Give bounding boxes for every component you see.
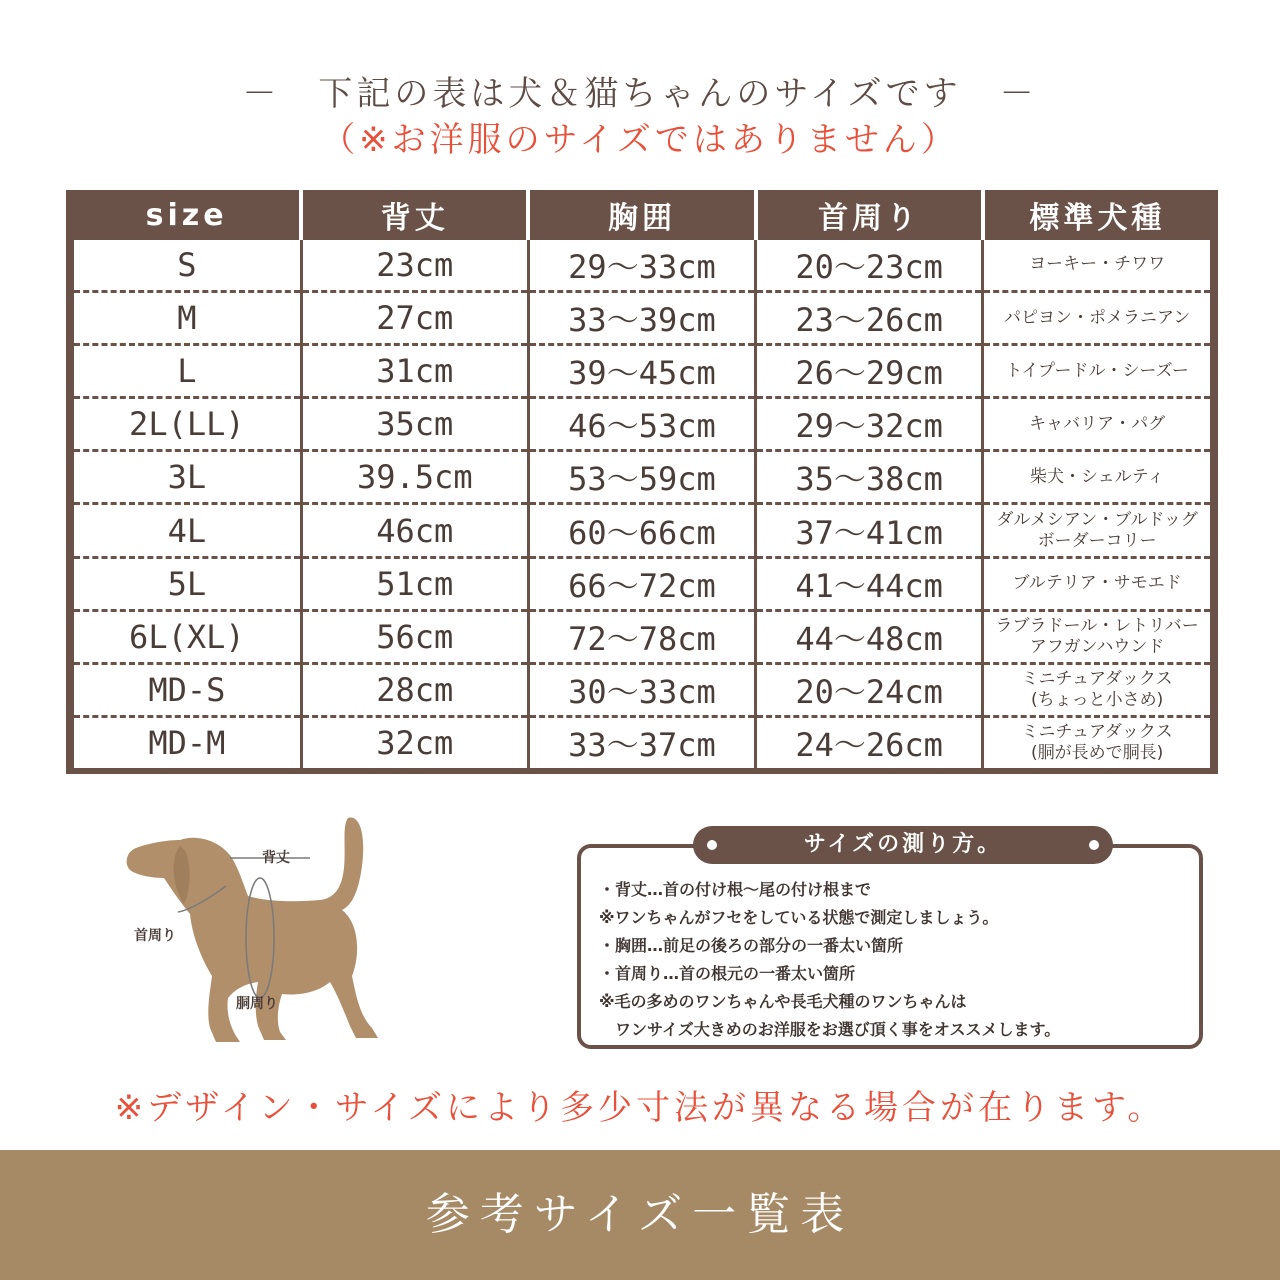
breed-cell: ダルメシアン・ブルドッグ ボーダーコリー	[983, 504, 1210, 557]
column-header-neck: 首周り	[756, 190, 983, 240]
size-cell: 3L	[74, 451, 301, 504]
chest-cell: 33～37cm	[528, 716, 755, 768]
breed-cell: ミニチュアダックス (ちょっと小さめ)	[983, 663, 1210, 716]
measure-guide-line: ・背丈…首の付け根～尾の付け根まで	[599, 880, 872, 899]
footer-banner	[0, 1150, 1280, 1280]
length-cell: 56cm	[301, 610, 528, 663]
measure-guide-box	[577, 844, 1203, 1049]
size-cell: M	[74, 291, 301, 344]
neck-cell: 44～48cm	[756, 610, 983, 663]
dog-label-chest: 胴周り	[236, 996, 278, 1012]
neck-cell: 37～41cm	[756, 504, 983, 557]
size-cell: 4L	[74, 504, 301, 557]
header-line-2: （※お洋服のサイズではありません）	[321, 120, 959, 160]
chest-cell: 46～53cm	[528, 398, 755, 451]
measure-guide-line: ※毛の多めのワンちゃんや長毛犬種のワンちゃんは	[599, 992, 967, 1011]
neck-cell: 20～23cm	[756, 240, 983, 291]
chest-cell: 72～78cm	[528, 610, 755, 663]
column-header-breed: 標準犬種	[983, 190, 1210, 240]
breed-cell: キャバリア・パグ	[983, 398, 1210, 451]
length-cell: 35cm	[301, 398, 528, 451]
chest-cell: 39～45cm	[528, 345, 755, 398]
chest-cell: 30～33cm	[528, 663, 755, 716]
table-row	[74, 291, 1210, 344]
neck-cell: 35～38cm	[756, 451, 983, 504]
breed-cell: パピヨン・ポメラニアン	[983, 291, 1210, 344]
breed-cell: ヨーキー・チワワ	[983, 240, 1210, 291]
size-cell: 5L	[74, 557, 301, 610]
table-row	[74, 716, 1210, 768]
measure-guide-line: ・胸囲…前足の後ろの部分の一番太い箇所	[599, 936, 904, 955]
neck-cell: 20～24cm	[756, 663, 983, 716]
neck-cell: 24～26cm	[756, 716, 983, 768]
measure-guide-title-text: サイズの測り方。	[803, 832, 1003, 857]
chest-cell: 60～66cm	[528, 504, 755, 557]
table-row	[74, 398, 1210, 451]
table-row	[74, 240, 1210, 291]
table-row	[74, 557, 1210, 610]
size-cell: S	[74, 240, 301, 291]
length-cell: 51cm	[301, 557, 528, 610]
column-header-size: size	[74, 190, 301, 240]
size-cell: 2L(LL)	[74, 398, 301, 451]
dog-label-neck: 首周り	[134, 928, 176, 944]
neck-cell: 26～29cm	[756, 345, 983, 398]
measure-guide-line: ※ワンちゃんがフセをしている状態で測定しましょう。	[599, 908, 999, 927]
length-cell: 46cm	[301, 504, 528, 557]
size-table	[66, 190, 1218, 774]
chest-cell: 33～39cm	[528, 291, 755, 344]
size-cell: MD-S	[74, 663, 301, 716]
table-row	[74, 451, 1210, 504]
header-line-1: － 下記の表は犬＆猫ちゃんのサイズです －	[242, 74, 1038, 114]
breed-cell: ミニチュアダックス (胴が長めで胴長)	[983, 716, 1210, 768]
size-cell: MD-M	[74, 716, 301, 768]
column-header-length: 背丈	[301, 190, 528, 240]
dot-icon	[1089, 840, 1099, 850]
length-cell: 31cm	[301, 345, 528, 398]
measure-guide-line: ・首周り…首の根元の一番太い箇所	[599, 964, 856, 983]
chest-cell: 53～59cm	[528, 451, 755, 504]
footer-title: 参考サイズ一覧表	[425, 1189, 855, 1240]
table-row	[74, 663, 1210, 716]
table-row	[74, 504, 1210, 557]
breed-cell: 柴犬・シェルティ	[983, 451, 1210, 504]
dog-label-length: 背丈	[262, 850, 290, 866]
length-cell: 27cm	[301, 291, 528, 344]
length-cell: 39.5cm	[301, 451, 528, 504]
breed-cell: ブルテリア・サモエド	[983, 557, 1210, 610]
measure-guide-title	[693, 826, 1113, 864]
length-cell: 28cm	[301, 663, 528, 716]
table-header-row	[74, 190, 1210, 240]
dot-icon	[707, 840, 717, 850]
measure-guide-list	[599, 876, 1060, 1044]
column-header-chest: 胸囲	[528, 190, 755, 240]
length-cell: 32cm	[301, 716, 528, 768]
breed-cell: トイプードル・シーズー	[983, 345, 1210, 398]
table-row	[74, 610, 1210, 663]
neck-cell: 23～26cm	[756, 291, 983, 344]
chest-cell: 66～72cm	[528, 557, 755, 610]
size-cell: L	[74, 345, 301, 398]
size-cell: 6L(XL)	[74, 610, 301, 663]
size-notice: ※デザイン・サイズにより多少寸法が異なる場合が在ります。	[114, 1088, 1166, 1128]
length-cell: 23cm	[301, 240, 528, 291]
dog-illustration	[60, 806, 500, 1056]
neck-cell: 29～32cm	[756, 398, 983, 451]
chest-cell: 29～33cm	[528, 240, 755, 291]
neck-cell: 41～44cm	[756, 557, 983, 610]
measure-guide-line: ワンサイズ大きめのお洋服をお選び頂く事をオススメします。	[599, 1020, 1061, 1039]
breed-cell: ラブラドール・レトリバー アフガンハウンド	[983, 610, 1210, 663]
table-row	[74, 345, 1210, 398]
